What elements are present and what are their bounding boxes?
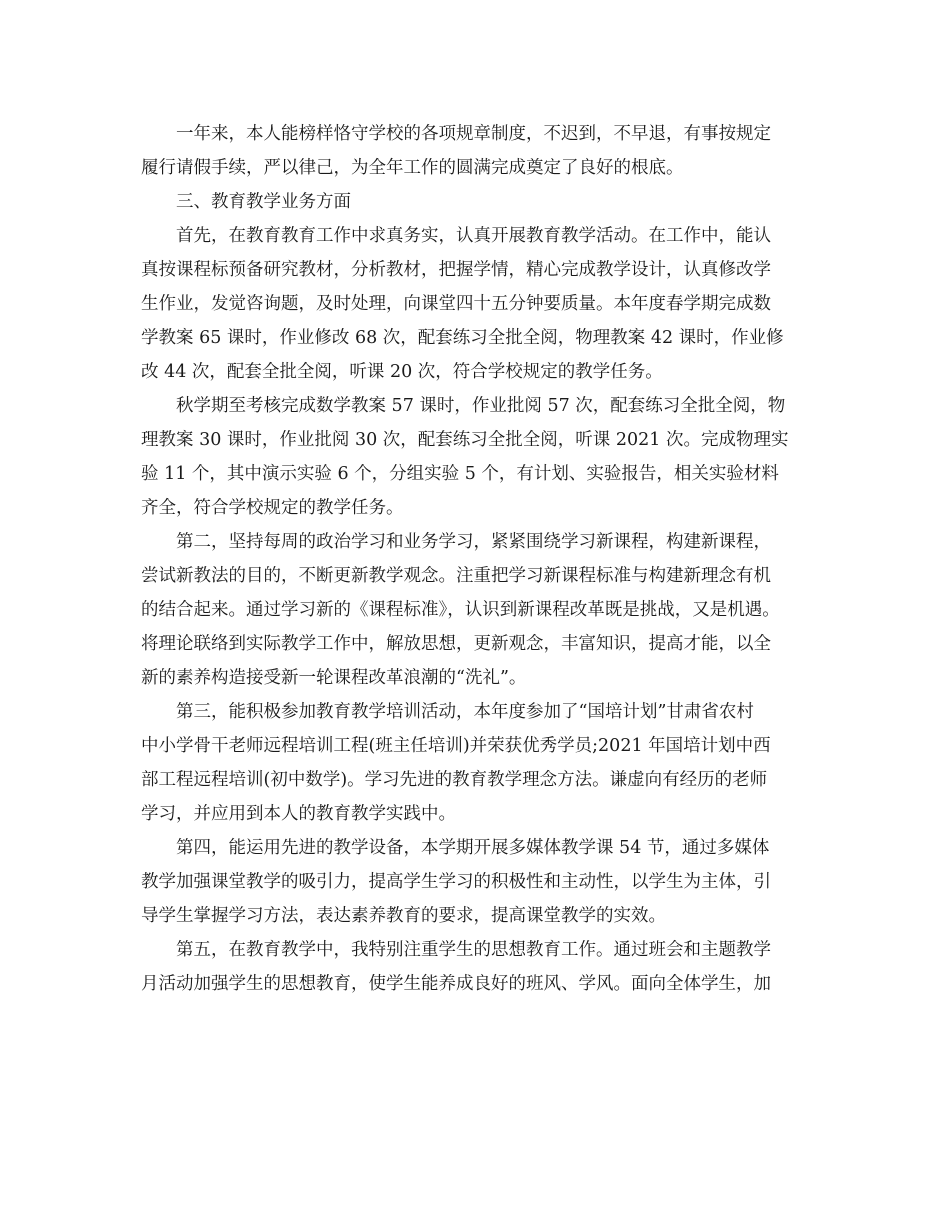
text-line: 理教案 30 课时，作业批阅 30 次，配套练习全批全阅，听课 2021 次。完成物理实 bbox=[141, 430, 789, 450]
text-line: 真按课程标预备研究教材，分析教材，把握学情，精心完成教学设计，认真修改学 bbox=[141, 260, 771, 280]
text-line: 首先，在教育教育工作中求真务实，认真开展教育教学活动。在工作中，能认 bbox=[176, 226, 771, 246]
text-line: 中小学骨干老师远程培训工程(班主任培训)并荣获优秀学员;2021 年国培计划中西 bbox=[141, 736, 771, 756]
text-line: 学习，并应用到本人的教育教学实践中。 bbox=[141, 804, 456, 824]
paragraph-fourth bbox=[141, 831, 821, 933]
text-line: 改 44 次，配套全批全阅，听课 20 次，符合学校规定的教学任务。 bbox=[141, 362, 663, 382]
paragraph-third bbox=[141, 695, 821, 831]
text-line: 学教案 65 课时，作业修改 68 次，配套练习全批全阅，物理教案 42 课时，作业修 bbox=[141, 328, 784, 348]
paragraph-discipline bbox=[141, 117, 821, 185]
paragraph-fifth bbox=[141, 933, 821, 1001]
text-line: 齐全，符合学校规定的教学任务。 bbox=[141, 498, 404, 518]
text-line: 生作业，发觉咨询题，及时处理，向课堂四十五分钟要质量。本年度春学期完成数 bbox=[141, 294, 771, 314]
section-heading bbox=[141, 185, 821, 219]
text-line: 第三，能积极参加教育教学培训活动，本年度参加了“国培计划”甘肃省农村 bbox=[176, 702, 754, 722]
text-line: 月活动加强学生的思想教育，使学生能养成良好的班风、学风。面向全体学生，加 bbox=[141, 974, 771, 994]
text-line: 验 11 个，其中演示实验 6 个，分组实验 5 个，有计划、实验报告，相关实验材料 bbox=[141, 464, 779, 484]
text-line: 的结合起来。通过学习新的《课程标准》，认识到新课程改革既是挑战，又是机遇。 bbox=[141, 600, 780, 620]
text-line: 第四，能运用先进的教学设备，本学期开展多媒体教学课 54 节，通过多媒体 bbox=[176, 838, 770, 858]
paragraph-autumn bbox=[141, 389, 821, 525]
text-line: 尝试新教法的目的，不断更新教学观念。注重把学习新课程标准与构建新理念有机 bbox=[141, 566, 771, 586]
text-line: 教学加强课堂教学的吸引力，提高学生学习的积极性和主动性，以学生为主体，引 bbox=[141, 872, 771, 892]
text-line: 第二，坚持每周的政治学习和业务学习，紧紧围绕学习新课程，构建新课程， bbox=[176, 532, 771, 552]
text-line: 履行请假手续，严以律己，为全年工作的圆满完成奠定了良好的根底。 bbox=[141, 158, 684, 178]
text-line: 秋学期至考核完成数学教案 57 课时，作业批阅 57 次，配套练习全批全阅，物 bbox=[176, 396, 786, 416]
text-line: 一年来，本人能榜样恪守学校的各项规章制度，不迟到，不早退，有事按规定 bbox=[176, 124, 771, 144]
text-line: 部工程远程培训(初中数学)。学习先进的教育教学理念方法。谦虚向有经历的老师 bbox=[141, 770, 768, 790]
text-line: 将理论联络到实际教学工作中，解放思想，更新观念，丰富知识，提高才能，以全 bbox=[141, 634, 771, 654]
text-line: 新的素养构造接受新一轮课程改革浪潮的“洗礼”。 bbox=[141, 668, 527, 688]
paragraph-second bbox=[141, 525, 821, 695]
document-body bbox=[141, 117, 821, 1001]
text-line: 导学生掌握学习方法，表达素养教育的要求，提高课堂教学的实效。 bbox=[141, 906, 666, 926]
paragraph-first bbox=[141, 219, 821, 389]
heading-line: 三、教育教学业务方面 bbox=[176, 192, 351, 212]
text-line: 第五，在教育教学中，我特别注重学生的思想教育工作。通过班会和主题教学 bbox=[176, 940, 771, 960]
